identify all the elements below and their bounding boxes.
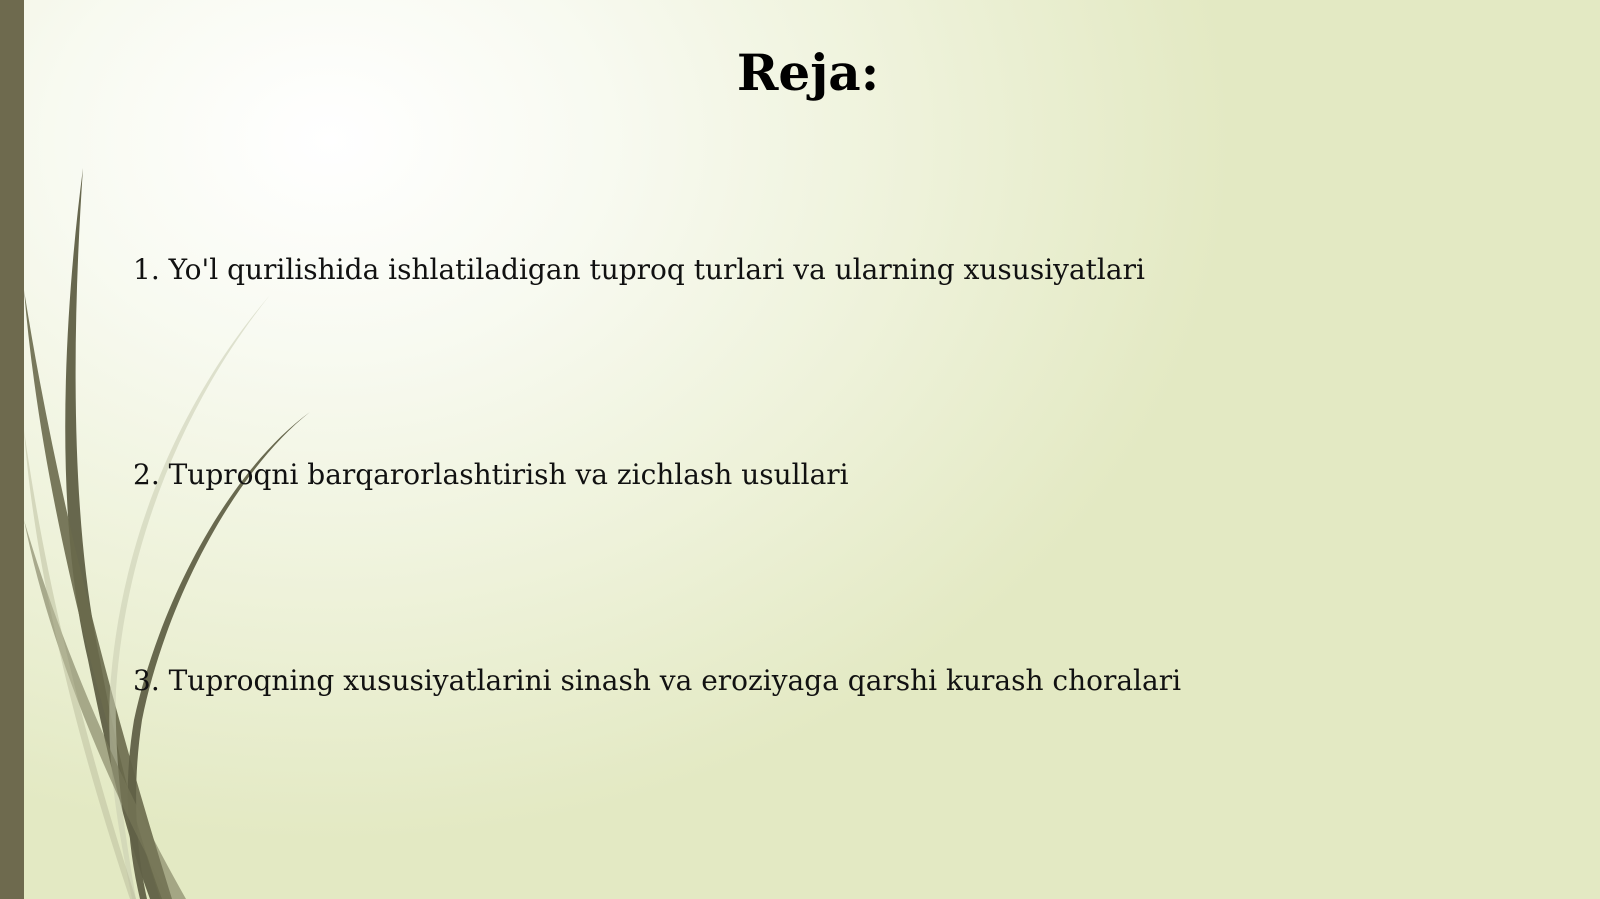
slide-title: Reja: — [736, 43, 880, 102]
plan-item: 2. Tuproqni barqarorlashtirish va zichlash usullari — [133, 458, 849, 491]
plan-item: 1. Yo'l qurilishida ishlatiladigan tuproq turlari va ularning xususiyatlari — [133, 253, 1145, 286]
plan-item: 3. Tuproqning xususiyatlarini sinash va eroziyaga qarshi kurash choralari — [133, 664, 1182, 697]
grass-decoration — [0, 0, 360, 899]
